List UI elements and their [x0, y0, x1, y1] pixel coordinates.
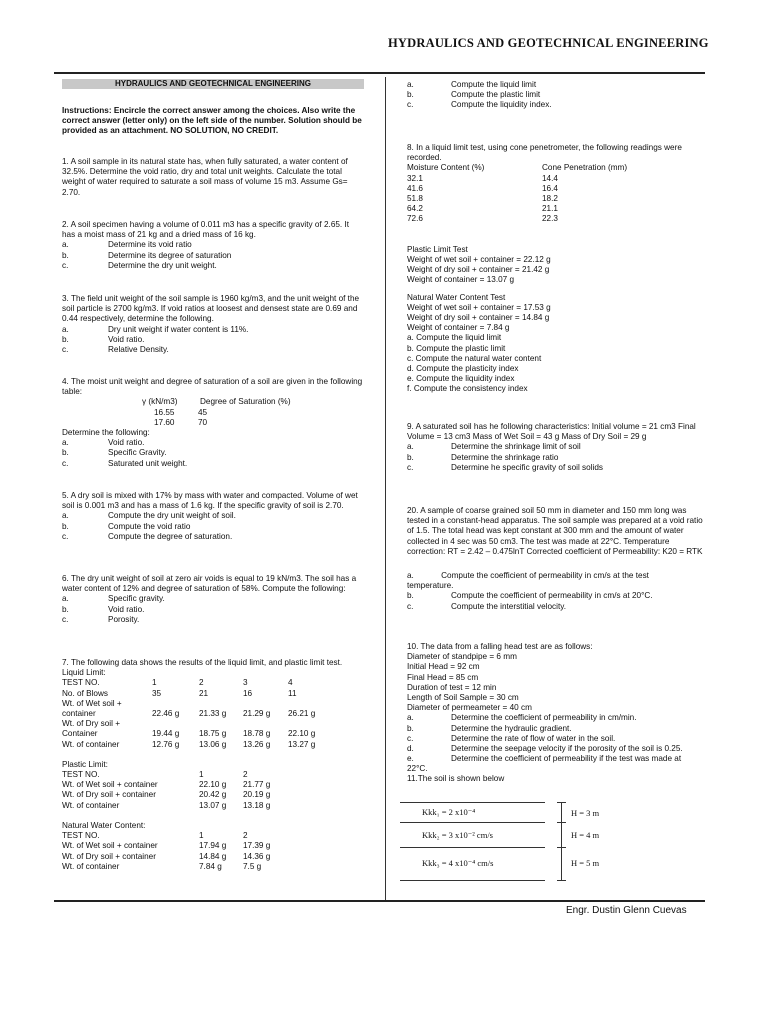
item-letter: c. [62, 260, 69, 270]
table-header: Degree of Saturation (%) [200, 397, 291, 407]
row-label: Wt. of Dry soil + container [62, 790, 156, 800]
item-letter: b. [62, 250, 69, 260]
item-text: Dry unit weight if water content is 11%. [108, 324, 249, 334]
question-text: 20. A sample of coarse grained soil 50 mm in diameter and 150 mm long was tested in a constant-head apparatus. The soil sample was prepared at a void ratio of 1.5. The total head was kept constant at 300 mm and the amount of water collected in 4 sec was 50 cm3. The test was made at 22°C. Temperature correction: RT = 2.42 – 0.475lnT Corrected coefficient of Permeability: K20 = RTK [407, 506, 703, 556]
table-cell: 16.4 [542, 183, 558, 193]
table-row [62, 852, 364, 862]
row-label: Diameter of permeameter = 40 cm [407, 703, 532, 713]
row-label: Duration of test = 12 min [407, 682, 497, 692]
table-cell: 21.1 [542, 204, 558, 214]
text-line [407, 245, 707, 255]
list-item [407, 713, 705, 723]
row-label: c. Compute the natural water content [407, 353, 542, 363]
liquid-limit-table [62, 678, 364, 749]
item-text: Determine its degree of saturation [108, 250, 232, 260]
question-7-items [407, 80, 707, 111]
table-cell: 20.42 g [199, 790, 227, 800]
table-cell: 22.10 g [199, 780, 227, 790]
table-row [407, 174, 707, 184]
question-text: 4. The moist unit weight and degree of saturation of a soil are given in the following table: [62, 377, 363, 397]
table-row [62, 790, 364, 800]
text-line [407, 323, 707, 333]
item-text: Determine the shrinkage limit of soil [451, 442, 581, 452]
question-8-items [407, 333, 707, 394]
item-letter: c. [62, 344, 69, 354]
question-text: 7. The following data shows the results of the liquid limit, and plastic limit test. [62, 658, 343, 667]
table-cell: 21.33 g [199, 708, 227, 718]
item-text: Void ratio. [108, 334, 145, 344]
table-cell: 21.77 g [243, 780, 271, 790]
layer-boundary [400, 847, 545, 848]
item-text: Void ratio. [108, 438, 145, 448]
table-cell: 2 [243, 831, 248, 841]
table-row [62, 729, 364, 739]
item-letter: b. [62, 334, 69, 344]
subheading: Natural Water Content: [62, 821, 146, 831]
question-1: 1. A soil sample in its natural state has, when fully saturated, a water content of 32.5%. Determine the void ratio, dry and total unit weights. Calculate the total weight of water required to saturate a soil mass of volume 15 m3. Assume Gs= 2.70. [62, 157, 348, 197]
row-label: Weight of container = 13.07 g [407, 275, 515, 285]
table-cell: 16 [243, 688, 253, 698]
question-text: 9. A saturated soil has he following characteristics: Initial volume = 21 cm3 Final Volume = 13 cm3 Mass of Wet Soil = 43 g Mass of Dry Soil = 29 g [407, 422, 696, 442]
table-cell: 22.10 g [288, 729, 316, 739]
row-label: Wt. of container [62, 861, 120, 871]
text-line [407, 293, 707, 303]
natural-water-table [62, 831, 364, 872]
list-item [407, 374, 707, 384]
page-header-title: HYDRAULICS AND GEOTECHNICAL ENGINEERING [388, 36, 709, 50]
table-row [407, 214, 707, 224]
table-row [62, 678, 364, 688]
list-item [407, 344, 707, 354]
table-cell: 1 [199, 770, 204, 780]
item-letter: c. [407, 601, 414, 611]
layer-2-height: H = 4 m [571, 830, 600, 840]
row-label: Diameter of standpipe = 6 mm [407, 652, 517, 662]
item-letter: c. [62, 531, 69, 541]
item-text: Determine its void ratio [108, 240, 192, 250]
row-label: e. [407, 754, 414, 764]
question-subtext: Determine the following: [62, 427, 150, 437]
row-label: c. [407, 733, 414, 743]
row-label: Wt. of Dry soil + [62, 719, 121, 729]
table-cell: 16.55 [154, 407, 175, 417]
question-8 [407, 143, 707, 395]
text-line [407, 703, 705, 713]
table-cell: 12.76 g [152, 739, 180, 749]
list-item [407, 754, 705, 764]
table-row [407, 204, 707, 214]
item-text: a. Compute the coefficient of permeability in cm/s at the test [407, 571, 649, 581]
item-text: temperature. [407, 581, 454, 591]
text-line [407, 255, 707, 265]
table-row [407, 194, 707, 204]
layer-boundary [400, 880, 545, 881]
row-label: No. of Blows [62, 688, 108, 698]
item-letter: b. [62, 521, 69, 531]
table-cell: 2 [243, 770, 248, 780]
item-letter: b. [407, 452, 414, 462]
table-cell: 3 [243, 678, 248, 688]
text-line [407, 662, 705, 672]
row-label: b. [407, 723, 414, 733]
item-letter: a. [62, 511, 69, 521]
list-item [407, 724, 705, 734]
text-line [407, 673, 705, 683]
item-text: Compute the coefficient of permeability in cm/s at 20°C. [451, 591, 653, 601]
item-text: Compute the plastic limit [451, 90, 541, 100]
item-letter: b. [62, 604, 69, 614]
column-divider [385, 77, 386, 900]
table-cell: 11 [288, 688, 297, 698]
item-text: Compute the dry unit weight of soil. [108, 511, 236, 521]
row-label: Wt. of Wet soil + container [62, 780, 158, 790]
item-text: Determine the shrinkage ratio [451, 452, 559, 462]
row-label: Weight of wet soil + container = 22.12 g [407, 255, 551, 265]
row-label: e. Compute the liquidity index [407, 374, 515, 384]
table-cell: 21.29 g [243, 708, 271, 718]
table-cell: 7.84 g [199, 861, 222, 871]
row-label: Natural Water Content Test [407, 292, 506, 302]
table-row [62, 801, 364, 811]
row-label: d. Compute the plasticity index [407, 363, 519, 373]
table-cell: 14.4 [542, 173, 558, 183]
natural-water-lines [407, 293, 707, 334]
question-7 [62, 658, 364, 872]
row-label: a. Compute the liquid limit [407, 333, 502, 343]
layer-3-height: H = 5 m [571, 858, 600, 868]
row-label: b. Compute the plastic limit [407, 343, 506, 353]
row-label: Length of Soil Sample = 30 cm [407, 692, 519, 702]
table-row [62, 862, 364, 872]
table-row [407, 184, 707, 194]
table-cell: Determine the rate of flow of water in the soil. [451, 733, 616, 743]
row-label: TEST NO. [62, 831, 100, 841]
list-item [407, 364, 707, 374]
table-cell: 1 [152, 678, 157, 688]
table-cell: 17.94 g [199, 841, 227, 851]
row-label: 64.2 [407, 204, 423, 214]
item-letter: a. [62, 594, 69, 604]
row-label: Weight of dry soil + container = 21.42 g [407, 265, 550, 275]
layer-2-permeability: Kkk₂ = 3 x10⁻² cm/s [422, 830, 493, 840]
table-row [62, 780, 364, 790]
layer-1-height: H = 3 m [571, 808, 600, 818]
table-cell: 14.84 g [199, 851, 227, 861]
table-header: γ (kN/m3) [142, 397, 178, 407]
instructions: Instructions: Encircle the correct answer among the choices. Also write the correct answer (letter only) on the left side of the number. Solution should be provided as an attachment. NO SOLUTION, NO CREDIT. [62, 106, 362, 136]
table-cell: 7.5 g [243, 861, 262, 871]
table-cell: Determine the coefficient of permeability if the test was made at [451, 754, 682, 764]
table-cell: 13.06 g [199, 739, 227, 749]
item-letter: c. [62, 458, 69, 468]
question-10-items [407, 713, 705, 764]
question-text: 11.The soil is shown below [407, 774, 505, 784]
row-label: Weight of dry soil + container = 14.84 g [407, 313, 550, 323]
cone-table [407, 174, 707, 225]
row-label: Initial Head = 92 cm [407, 662, 480, 672]
item-text: Compute the liquidity index. [451, 100, 552, 110]
text-line [407, 652, 705, 662]
row-label: 41.6 [407, 183, 423, 193]
row-label: 51.8 [407, 193, 423, 203]
row-label: d. [407, 743, 414, 753]
list-item [407, 734, 705, 744]
item-text: 22°C. [407, 764, 428, 774]
item-letter: a. [62, 324, 69, 334]
layer-1-permeability: Kkk₁ = 2 x10⁻⁴ [422, 807, 476, 817]
question-10 [407, 642, 705, 785]
row-label: 72.6 [407, 214, 423, 224]
item-letter: a. [407, 80, 414, 89]
question-text: 5. A dry soil is mixed with 17% by mass with water and compacted. Volume of wet soil is 0.001 m3 and has a mass of 1.6 kg. If the specific gravity of soil is 2.70. [62, 491, 358, 511]
item-text: Saturated unit weight. [108, 458, 188, 468]
item-letter: b. [407, 90, 414, 100]
question-2 [62, 220, 364, 271]
table-cell: 13.18 g [243, 800, 271, 810]
question-text: 3. The field unit weight of the soil sample is 1960 kg/m3, and the unit weight of the soil particle is 2700 kg/m3. If void ratios at loosest and densest state are 0.69 and 0.44 respectively, determine the following. [62, 294, 360, 324]
table-cell: 14.36 g [243, 851, 271, 861]
table-cell: 35 [152, 688, 162, 698]
row-label: TEST NO. [62, 678, 100, 688]
row-label: Wt. of Dry soil + container [62, 851, 156, 861]
table-cell: 45 [198, 407, 208, 417]
soil-layer-diagram [400, 800, 650, 890]
table-header: Cone Penetration (mm) [542, 163, 628, 173]
table-row [62, 709, 364, 719]
item-text: Compute the void ratio [108, 521, 191, 531]
question-text: 2. A soil specimen having a volume of 0.011 m3 has a specific gravity of 2.65. It has a moist mass of 21 kg and a dried mass of 16 kg. [62, 220, 350, 240]
layer-boundary [400, 802, 545, 803]
subheading: Plastic Limit: [62, 759, 108, 769]
table-cell: 22.46 g [152, 708, 180, 718]
text-line [407, 693, 705, 703]
table-row [62, 699, 364, 709]
item-letter: b. [62, 448, 69, 458]
item-text: Compute the interstitial velocity. [451, 601, 566, 611]
list-item [407, 354, 707, 364]
item-text: Determine he specific gravity of soil solids [451, 462, 603, 472]
table-cell: 22.3 [542, 214, 558, 224]
row-label: Plastic Limit Test [407, 244, 468, 254]
item-text: Porosity. [108, 614, 140, 624]
question-3 [62, 294, 364, 355]
row-label: 10. The data from a falling head test are as follows: [407, 642, 593, 651]
plastic-limit-lines [407, 245, 707, 286]
table-cell: Determine the hydraulic gradient. [451, 723, 572, 733]
text-line [407, 683, 705, 693]
table-cell: 13.07 g [199, 800, 227, 810]
question-text: 6. The dry unit weight of soil at zero air voids is equal to 19 kN/m3. The soil has a water content of 12% and degree of saturation of 58%. Compute the following: [62, 574, 357, 594]
table-cell: 26.21 g [288, 708, 316, 718]
table-cell: 1 [199, 831, 204, 841]
layer-3-permeability: Kkk₃ = 4 x10⁻⁴ cm/s [422, 858, 494, 868]
item-letter: a. [62, 438, 69, 448]
question-text: 8. In a liquid limit test, using cone penetrometer, the following readings were recorded. [407, 143, 682, 163]
table-cell: 20.19 g [243, 790, 271, 800]
row-label: container [62, 708, 96, 718]
plastic-limit-table [62, 770, 364, 811]
question-6 [62, 574, 364, 625]
row-label: Wt. of container [62, 800, 120, 810]
item-letter: c. [407, 462, 414, 472]
row-label: Final Head = 85 cm [407, 672, 479, 682]
list-item [407, 384, 707, 394]
text-line [407, 313, 707, 323]
item-text: Compute the liquid limit [451, 80, 537, 89]
question-4 [62, 377, 364, 469]
item-letter: b. [407, 591, 414, 601]
item-letter: a. [407, 442, 414, 452]
table-row [62, 831, 364, 841]
item-letter: c. [407, 100, 414, 110]
row-label: f. Compute the consistency index [407, 384, 528, 394]
header-rule [54, 72, 705, 74]
table-cell: 19.44 g [152, 729, 180, 739]
item-text: Determine the dry unit weight. [108, 260, 217, 270]
list-item [407, 333, 707, 343]
item-text: Relative Density. [108, 344, 169, 354]
row-label: TEST NO. [62, 770, 100, 780]
row-label: Wt. of Wet soil + [62, 698, 122, 708]
table-cell: 2 [199, 678, 204, 688]
layer-boundary [400, 822, 545, 823]
row-label: Wt. of container [62, 739, 120, 749]
row-label: Weight of wet soil + container = 17.53 g [407, 302, 551, 312]
question-10-lines [407, 642, 705, 713]
section-banner: HYDRAULICS AND GEOTECHNICAL ENGINEERING [62, 79, 364, 89]
author-footer: Engr. Dustin Glenn Cuevas [566, 905, 687, 916]
table-cell: 13.27 g [288, 739, 316, 749]
dimension-line [561, 802, 562, 880]
table-cell: 18.78 g [243, 729, 271, 739]
text-line [407, 265, 707, 275]
dimension-tick [557, 880, 566, 881]
table-row [62, 841, 364, 851]
table-cell: 18.75 g [199, 729, 227, 739]
question-20 [407, 506, 705, 612]
row-label: Wt. of Wet soil + container [62, 841, 158, 851]
table-row [62, 740, 364, 750]
table-cell: 21 [199, 688, 209, 698]
item-text: Specific gravity. [108, 594, 165, 604]
table-cell: 17.39 g [243, 841, 271, 851]
list-item [407, 744, 705, 754]
item-text: Void ratio. [108, 604, 145, 614]
text-line [407, 275, 707, 285]
subheading: Liquid Limit: [62, 668, 106, 678]
table-cell: 18.2 [542, 193, 558, 203]
row-label: Weight of container = 7.84 g [407, 323, 510, 333]
item-text: Compute the degree of saturation. [108, 531, 233, 541]
table-cell: Determine the coefficient of permeability in cm/min. [451, 713, 637, 723]
table-cell: 4 [288, 678, 293, 688]
item-letter: c. [62, 614, 69, 624]
text-line [407, 642, 705, 652]
table-row [62, 770, 364, 780]
table-cell: 70 [198, 417, 208, 427]
item-letter: a. [62, 240, 69, 250]
text-line [407, 303, 707, 313]
question-5 [62, 491, 364, 542]
table-row [62, 689, 364, 699]
table-cell: 17.60 [154, 417, 175, 427]
footer-rule [54, 900, 705, 902]
item-text: Specific Gravity. [108, 448, 167, 458]
question-9 [407, 422, 705, 473]
table-cell: 13.26 g [243, 739, 271, 749]
row-label: Container [62, 729, 98, 739]
table-row [62, 719, 364, 729]
table-header: Moisture Content (%) [407, 163, 485, 173]
table-cell: Determine the seepage velocity if the porosity of the soil is 0.25. [451, 743, 683, 753]
row-label: a. [407, 713, 414, 723]
row-label: 32.1 [407, 173, 423, 183]
